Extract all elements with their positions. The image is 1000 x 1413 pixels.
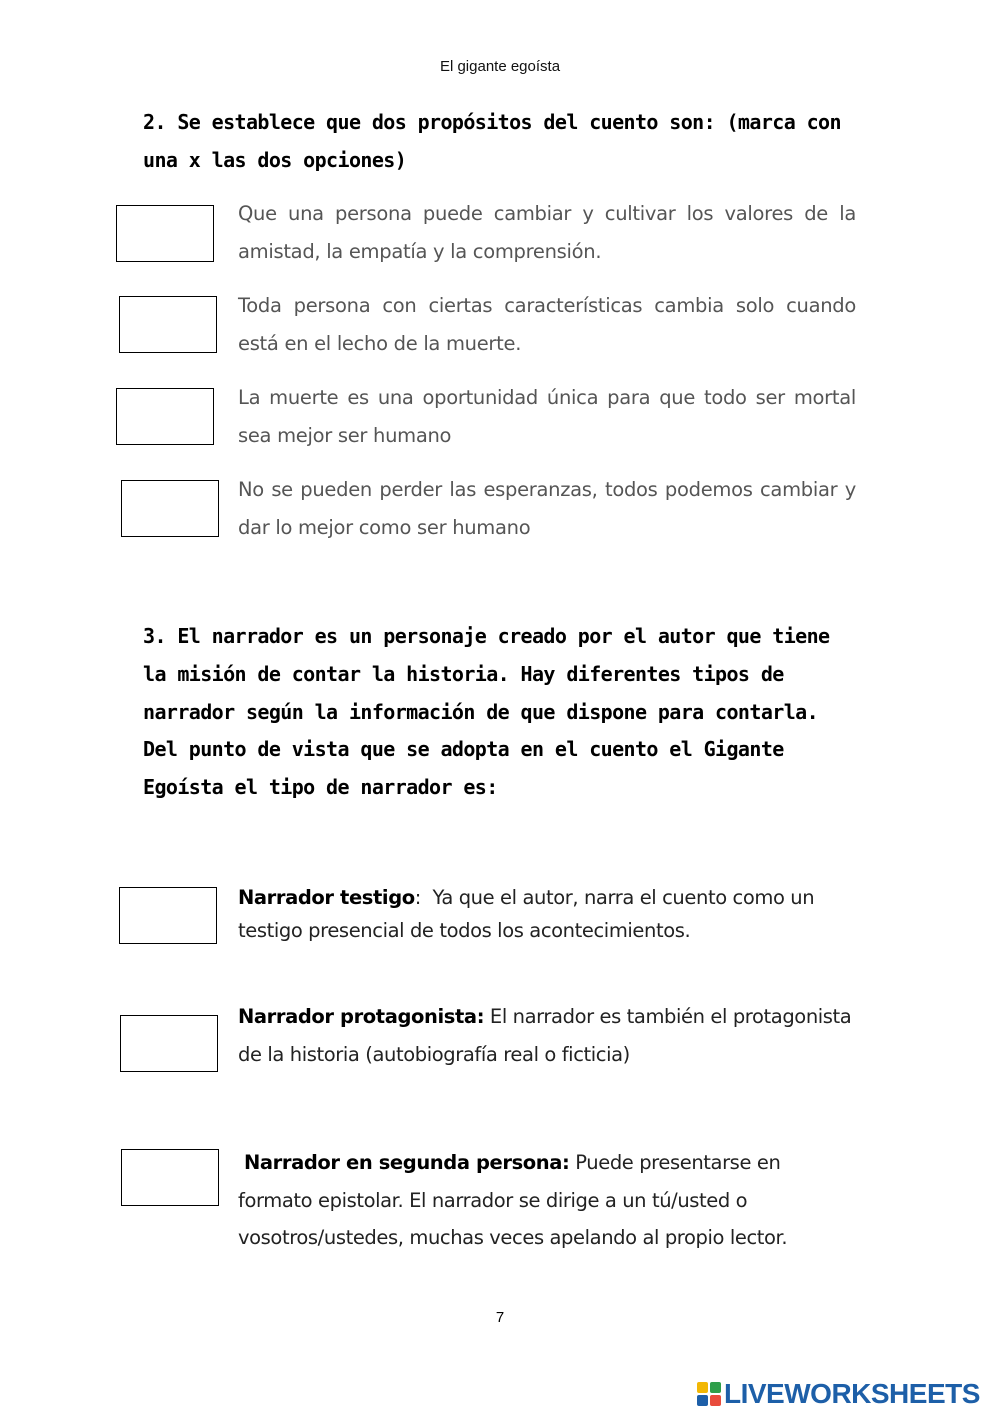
logo-square-yellow bbox=[697, 1382, 708, 1393]
answer-checkbox-q2-1[interactable] bbox=[116, 205, 214, 262]
option-text-q2-1: Que una persona puede cambiar y cultivar los valores de la amistad, la empatía y la comprensión. bbox=[238, 202, 856, 263]
option-title-q3-3: Narrador en segunda persona: bbox=[244, 1151, 570, 1174]
answer-checkbox-q2-2[interactable] bbox=[119, 296, 217, 353]
option-text-q2-3: La muerte es una oportunidad única para que todo ser mortal sea mejor ser humano bbox=[238, 386, 856, 447]
option-text-q3-1 bbox=[238, 881, 868, 947]
question-2-prompt: 2. Se establece que dos propósitos del cuento son: (marca con una x las dos opciones) bbox=[143, 110, 841, 172]
document-header: El gigante egoísta bbox=[439, 58, 561, 75]
option-text-q3-2 bbox=[238, 998, 868, 1074]
answer-checkbox-q2-4[interactable] bbox=[121, 480, 219, 537]
option-text-q2-2: Toda persona con ciertas características cambia solo cuando está en el lecho de la muerte. bbox=[238, 294, 856, 355]
liveworksheets-brand bbox=[697, 1377, 980, 1411]
question-3-prompt: 3. El narrador es un personaje creado por el autor que tiene la misión de contar la historia. Hay diferentes tipos de narrador según la información de que dispone para contarla. Del punto de vista que se adopta en el cuento el Gigante Egoísta el tipo de narrador es: bbox=[143, 624, 830, 800]
answer-checkbox-q2-3[interactable] bbox=[116, 388, 214, 445]
logo-square-green bbox=[710, 1382, 721, 1393]
answer-checkbox-q3-2[interactable] bbox=[120, 1015, 218, 1072]
brand-name: LIVEWORKSHEETS bbox=[724, 1378, 980, 1409]
option-title-q3-2: Narrador protagonista: bbox=[238, 1005, 485, 1028]
answer-checkbox-q3-3[interactable] bbox=[121, 1149, 219, 1206]
option-body-q3-1: Ya que el autor, narra el cuento como un testigo presencial de todos los acontecimientos. bbox=[238, 886, 815, 942]
option-title-q3-1: Narrador testigo bbox=[238, 886, 415, 909]
liveworksheets-logo-icon bbox=[697, 1382, 721, 1406]
option-body-q3-3: Puede presentarse en formato epistolar. El narrador se dirige a un tú/usted o vosotros/ustedes, muchas veces apelando al propio lector. bbox=[238, 1151, 788, 1249]
answer-checkbox-q3-1[interactable] bbox=[119, 887, 217, 944]
page-number: 7 bbox=[495, 1309, 505, 1326]
logo-square-blue bbox=[697, 1395, 708, 1406]
option-text-q3-3 bbox=[238, 1144, 838, 1257]
option-text-q2-4: No se pueden perder las esperanzas, todos podemos cambiar y dar lo mejor como ser humano bbox=[238, 478, 856, 539]
option-sep-q3-1: : bbox=[414, 886, 433, 909]
logo-square-red bbox=[710, 1395, 721, 1406]
option-body-q3-2: El narrador es también el protagonista de la historia (autobiografía real o ficticia) bbox=[238, 1005, 852, 1066]
